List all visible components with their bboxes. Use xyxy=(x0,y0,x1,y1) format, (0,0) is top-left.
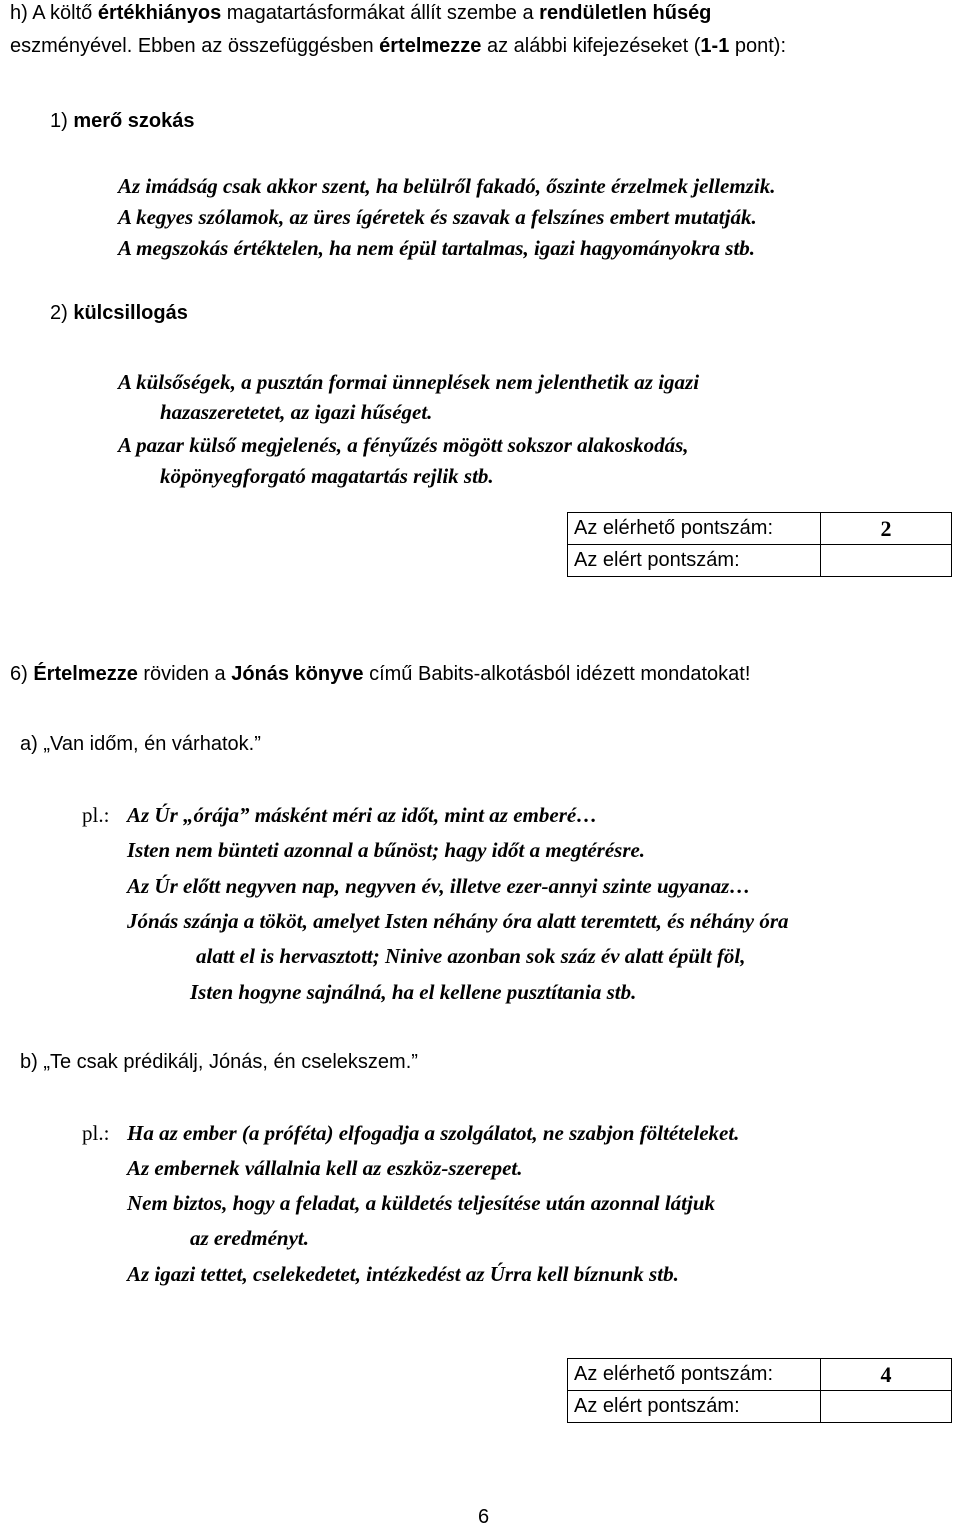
earned-score-field[interactable] xyxy=(821,545,952,577)
answers-a-prefix: pl.: xyxy=(82,803,110,827)
item-2-answer-2: hazaszeretetet, az igazi hűséget. xyxy=(160,400,433,424)
page-number: 6 xyxy=(478,1506,490,1528)
score-box-1 xyxy=(567,512,952,577)
item-2-heading: 2) külcsillogás xyxy=(50,302,188,324)
answer-b-5: Az igazi tettet, cselekedetet, intézkedést az Úrra kell bíznunk stb. xyxy=(127,1262,679,1286)
max-score-label: Az elérhető pontszám: xyxy=(568,1359,821,1391)
item-2-answer-4: köpönyegforgató magatartás rejlik stb. xyxy=(160,464,494,488)
score-box-2 xyxy=(567,1358,952,1423)
quote-a: a) „Van időm, én várhatok.” xyxy=(20,733,261,755)
answer-a-5: alatt el is hervasztott; Ninive azonban sok száz év alatt épült föl, xyxy=(196,944,746,968)
answer-a-1: Az Úr „órája” másként méri az időt, mint az emberé… xyxy=(127,803,598,827)
item-1-answer-2: A kegyes szólamok, az üres ígéretek és szavak a felszínes embert mutatják. xyxy=(118,205,757,229)
answer-b-1: Ha az ember (a próféta) elfogadja a szolgálatot, ne szabjon föltételeket. xyxy=(127,1121,740,1145)
quote-b: b) „Te csak prédikálj, Jónás, én cselekszem.” xyxy=(20,1051,418,1073)
answer-a-3: Az Úr előtt negyven nap, negyven év, illetve ezer-annyi szinte ugyanaz… xyxy=(127,874,751,898)
max-score-value: 2 xyxy=(821,513,952,545)
earned-score-field[interactable] xyxy=(821,1391,952,1423)
max-score-label: Az elérhető pontszám: xyxy=(568,513,821,545)
answer-b-3: Nem biztos, hogy a feladat, a küldetés teljesítése után azonnal látjuk xyxy=(127,1191,716,1215)
answer-a-2: Isten nem bünteti azonnal a bűnöst; hagy időt a megtérésre. xyxy=(127,838,646,862)
answer-a-6: Isten hogyne sajnálná, ha el kellene pusztítania stb. xyxy=(190,980,637,1004)
item-1-answer-1: Az imádság csak akkor szent, ha belülről fakadó, őszinte érzelmek jellemzik. xyxy=(118,174,776,198)
earned-score-label: Az elért pontszám: xyxy=(568,545,821,577)
answers-b-prefix: pl.: xyxy=(82,1121,110,1145)
item-2-answer-3: A pazar külső megjelenés, a fényűzés mögött sokszor alakoskodás, xyxy=(118,433,689,457)
max-score-value: 4 xyxy=(821,1359,952,1391)
earned-score-label: Az elért pontszám: xyxy=(568,1391,821,1423)
task-6-heading: 6) Értelmezze röviden a Jónás könyve című Babits-alkotásból idézett mondatokat! xyxy=(10,663,751,685)
answer-b-2: Az embernek vállalnia kell az eszköz-szerepet. xyxy=(127,1156,523,1180)
task-h-line-1: h) A költő értékhiányos magatartásformákat állít szembe a rendületlen hűség xyxy=(10,2,712,24)
task-h-line-2: eszményével. Ebben az összefüggésben értelmezze az alábbi kifejezéseket (1-1 pont): xyxy=(10,35,787,57)
answer-a-4: Jónás szánja a tököt, amelyet Isten néhány óra alatt teremtett, és néhány óra xyxy=(127,909,789,933)
item-1-heading: 1) merő szokás xyxy=(50,110,195,132)
item-1-answer-3: A megszokás értéktelen, ha nem épül tartalmas, igazi hagyományokra stb. xyxy=(118,236,756,260)
item-2-answer-1: A külsőségek, a pusztán formai ünneplések nem jelenthetik az igazi xyxy=(118,370,700,394)
answer-b-4: az eredményt. xyxy=(190,1226,309,1250)
